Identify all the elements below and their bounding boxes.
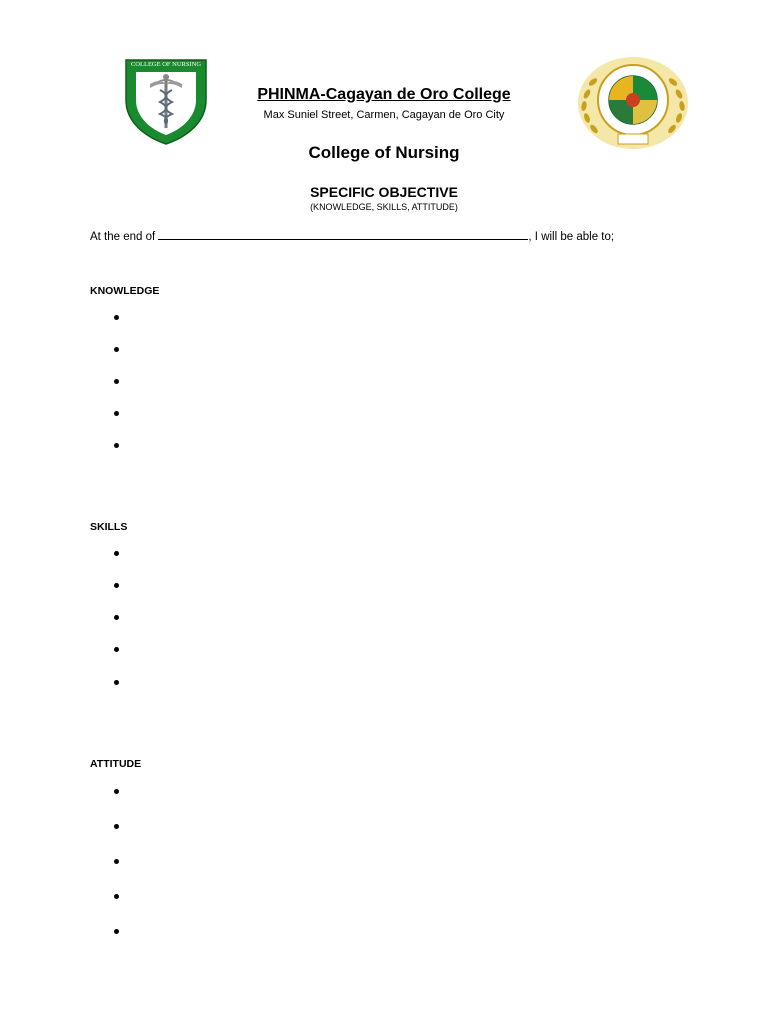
knowledge-bullet [113, 314, 121, 322]
attitude-bullet [113, 858, 121, 866]
school-name: PHINMA-Cagayan de Oro College [257, 86, 511, 103]
course-blank-line[interactable] [158, 228, 528, 240]
attitude-bullet [113, 893, 121, 901]
attitude-heading: ATTITUDE [90, 758, 142, 770]
skills-bullet [113, 679, 121, 687]
knowledge-bullet [113, 378, 121, 386]
knowledge-heading: KNOWLEDGE [90, 285, 160, 297]
attitude-bullet [113, 823, 121, 831]
objective-title: SPECIFIC OBJECTIVE [310, 184, 458, 200]
knowledge-bullet [113, 442, 121, 450]
skills-heading: SKILLS [90, 521, 128, 533]
skills-bullet [113, 614, 121, 622]
school-address: Max Suniel Street, Carmen, Cagayan de Oro City [263, 109, 505, 121]
skills-bullet [113, 582, 121, 590]
attitude-bullet [113, 788, 121, 796]
attitude-bullet [113, 928, 121, 936]
knowledge-bullet [113, 346, 121, 354]
skills-bullet [113, 550, 121, 558]
nursing-logo-ring-text: COLLEGE OF NURSING [130, 61, 202, 68]
intro-sentence [90, 228, 614, 243]
knowledge-bullet [113, 410, 121, 418]
skills-bullet [113, 646, 121, 654]
objective-subtitle: (KNOWLEDGE, SKILLS, ATTITUDE) [310, 202, 458, 212]
college-name: College of Nursing [308, 143, 460, 162]
intro-prefix: At the end of [90, 231, 156, 243]
intro-suffix: , I will be able to; [528, 231, 615, 243]
